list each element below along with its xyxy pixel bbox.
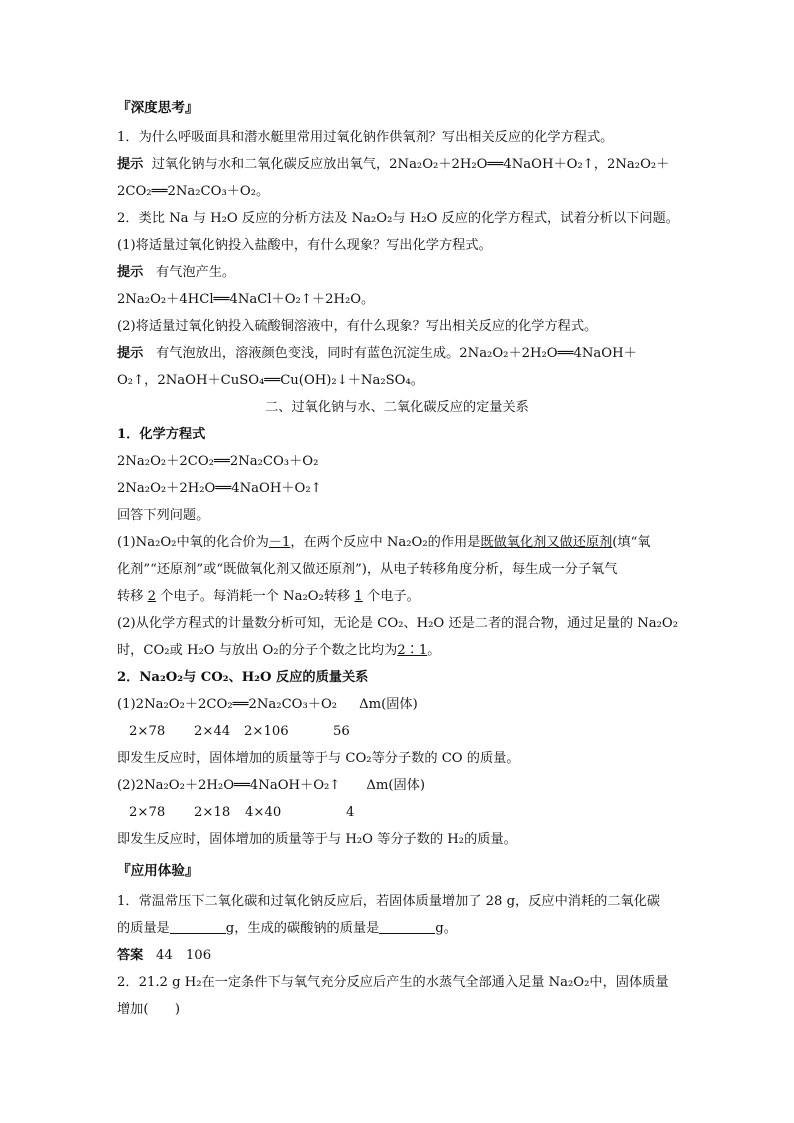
hint-1-line-2: 2CO₂══2Na₂CO₃＋O₂。 [117,184,270,199]
bracket-close: 』 [184,100,199,116]
delta-m: Δm(固体) [366,778,426,793]
value: 2×18 [194,805,231,820]
paragraph-1-line-3 [117,588,420,606]
text: 时，CO₂或 H₂O 与放出 O₂的分子个数之比均为 [117,643,398,658]
paragraph-2-line-1: (2)从化学方程式的计量数分析可知，无论是 CO₂、H₂O 还是二者的混合物，通过足量的 Na₂O₂ [117,616,679,631]
question-2: 2．类比 Na 与 H₂O 反应的分析方法及 Na₂O₂与 H₂O 反应的化学方程式，试着分析以下问题。 [117,211,679,226]
paragraph-1-line-1 [117,534,651,552]
hint-label: 提示 [117,157,144,172]
hint-2-2-line-2: O₂↑，2NaOH＋CuSO₄══Cu(OH)₂↓＋Na₂SO₄。 [117,373,424,388]
heading-text: 应用体验 [130,863,185,879]
answer-line [117,947,211,965]
mass-equation-1 [117,696,418,714]
hint-2-2-line-1 [117,345,637,363]
exercise-2-line-2: 增加( ) [117,1002,181,1017]
answer-blank-2[interactable] [379,921,435,934]
text: (填“氧 [612,535,651,550]
subheading-equations: 1．化学方程式 [117,427,206,442]
answer-values: 44 106 [155,948,212,963]
hint-label: 提示 [117,346,144,361]
delta-m: Δm(固体) [359,697,418,712]
equation-hcl: 2Na₂O₂＋4HCl══4NaCl＋O₂↑＋2H₂O。 [117,292,375,307]
text: g，生成的碳酸钠的质量是 [225,921,380,936]
text: (1)Na₂O₂中氧的化合价为 [117,535,269,550]
heading-text: 深度思考 [130,100,185,116]
value: 2×78 [129,805,166,820]
hint-1-line-1 [117,156,669,174]
section-heading-application [117,862,199,881]
value: 2×78 [129,724,166,739]
hint-2-1 [117,264,235,282]
exercise-1-line-1: 1．常温常压下二氧化碳和过氧化钠反应后，若固体质量增加了 28 g，反应中消耗的二氧化碳 [117,894,661,909]
text: 转移 [117,589,144,604]
answer-prompt: 回答下列问题。 [117,508,210,523]
answer-ratio: 2∶1 [397,643,428,658]
section-title: 二、过氧化钠与水、二氧化碳反应的定量关系 [265,400,529,415]
text: 。 [427,643,441,658]
question-2-2: (2)将适量过氧化钠投入硫酸铜溶液中，有什么现象？写出相关反应的化学方程式。 [117,319,598,334]
question-2-1: (1)将适量过氧化钠投入盐酸中，有什么现象？写出化学方程式。 [117,238,492,253]
mass-conclusion-1: 即发生反应时，固体增加的质量等于与 CO₂等分子数的 CO 的质量。 [117,751,520,766]
value: 2×44 [194,724,231,739]
hint-text: 有气泡放出，溶液颜色变浅，同时有蓝色沉淀生成。2Na₂O₂＋2H₂O══4NaOH＋ [155,346,637,361]
hint-text: 过氧化钠与水和二氧化碳反应放出氧气，2Na₂O₂＋2H₂O══4NaOH＋O₂↑，2Na₂O₂＋ [151,157,670,172]
equation: (2)2Na₂O₂＋2H₂O══4NaOH＋O₂↑ [117,778,341,793]
equation-co2: 2Na₂O₂＋2CO₂══2Na₂CO₃＋O₂ [117,454,319,469]
text: 的质量是 [117,921,170,936]
bracket-open: 『 [117,863,131,879]
answer-role: 既做氧化剂又做还原剂 [480,535,613,550]
question-1: 1．为什么呼吸面具和潜水艇里常用过氧化钠作供氧剂？写出相关反应的化学方程式。 [117,130,614,145]
equation: (1)2Na₂O₂＋2CO₂══2Na₂CO₃＋O₂ [117,697,338,712]
exercise-1-line-2 [117,920,457,938]
text: g。 [435,921,457,936]
paragraph-1-line-2: 化剂”“还原剂”或“既做氧化剂又做还原剂”)，从电子转移角度分析，每生成一分子氧气 [117,562,618,577]
exercise-2-line-1: 2．21.2 g H₂在一定条件下与氧气充分反应后产生的水蒸气全部通入足量 Na₂O₂中，固体质量 [117,975,669,990]
value: 2×106 [244,724,289,739]
subheading-mass: 2．Na₂O₂与 CO₂、H₂O 反应的质量关系 [117,670,369,685]
text: ，在两个反应中 Na₂O₂的作用是 [290,535,481,550]
text: 个电子。 [367,589,420,604]
value: 4 [346,805,355,820]
mass-equation-2 [117,777,425,795]
hint-label: 提示 [117,265,144,280]
section-heading-deep-thinking [117,99,199,118]
value: 4×40 [245,805,282,820]
paragraph-2-line-2 [117,642,440,660]
text: 个电子。每消耗一个 Na₂O₂转移 [160,589,351,604]
answer-electrons-2: 1 [354,589,363,604]
answer-blank-1[interactable] [170,921,226,934]
mass-conclusion-2: 即发生反应时，固体增加的质量等于与 H₂O 等分子数的 H₂的质量。 [117,832,517,847]
bracket-close: 』 [184,863,199,879]
hint-text: 有气泡产生。 [155,265,236,280]
value: 56 [333,724,350,739]
answer-electrons-1: 2 [147,589,156,604]
answer-label: 答案 [117,948,144,963]
answer-valence: －1 [268,535,291,550]
equation-h2o: 2Na₂O₂＋2H₂O══4NaOH＋O₂↑ [117,481,322,496]
bracket-open: 『 [117,100,131,116]
